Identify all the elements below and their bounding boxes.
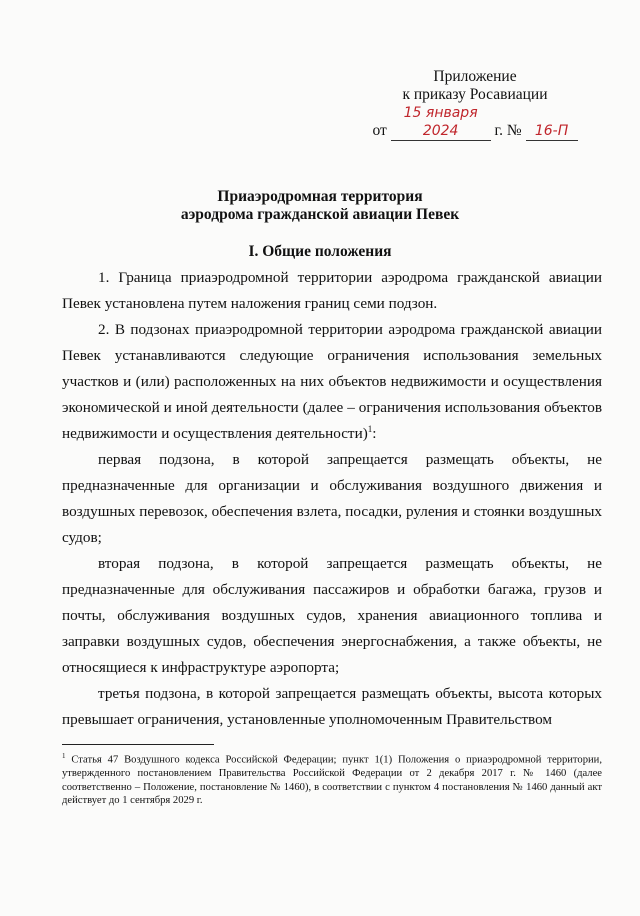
footnote-divider — [62, 744, 214, 745]
appendix-label: Приложение — [433, 68, 517, 85]
number-sign: № — [506, 122, 522, 139]
document-title — [0, 188, 640, 224]
appendix-order-ref: к приказу Росавиации — [402, 86, 548, 103]
footnote-text: Статья 47 Воздушного кодекса Российской Федерации; пункт 1(1) Положения о приаэродромной территории, утвержденного постановлением Правительства Российской Федерации от 2 декабря 2017 г. № 1460 (далее соответственно – Положение, постановление № 1460), в соответствии с пунктом 4 постановления № 1460 данный акт действует до 1 сентября 2029 г. — [62, 754, 602, 807]
handwritten-date-field — [391, 104, 491, 141]
footnote-ref: 1 — [367, 423, 373, 434]
paragraph-2-text: 2. В подзонах приаэродромной территории аэродрома гражданской авиации Певек устанавливаются следующие ограничения использования земельных участков и (или) расположенных на них объектов недвижимости и осуществления экономической и иной деятельности (далее – ограничения использования объектов недвижимости и осуществления деятельности) — [62, 321, 602, 442]
section-heading: I. Общие положения — [248, 243, 392, 260]
footnote-marker: 1 — [62, 752, 66, 760]
paragraph-1: 1. Граница приаэродромной территории аэродрома гражданской авиации Певек установлена путем наложения границ семи подзон. — [62, 269, 602, 312]
paragraph-first-subzone: первая подзона, в которой запрещается размещать объекты, не предназначенные для организации и обслуживания воздушного движения и воздушных перевозок, обеспечения взлета, посадки, руления и стоянки воздушных судов; — [62, 451, 602, 546]
title-line-2: аэродрома гражданской авиации Певек — [180, 206, 460, 223]
handwritten-date: 15 января 2024 — [403, 105, 478, 139]
paragraph-second-subzone: вторая подзона, в которой запрещается размещать объекты, не предназначенные для обслуживания пассажиров и обработки багажа, грузов и почты, обслуживания воздушных судов, хранения авиационного топлива и заправки воздушных судов, обеспечения энергоснабжения, а также объекты, не относящиеся к инфраструктуре аэропорта; — [62, 555, 602, 676]
appendix-header — [360, 68, 590, 141]
paragraph-third-subzone: третья подзона, в которой запрещается размещать объекты, высота которых превышает ограничения, установленные уполномоченным Правительством — [62, 685, 602, 728]
year-suffix: г. — [494, 122, 503, 139]
from-label: от — [372, 122, 387, 139]
appendix-date-line — [360, 104, 590, 141]
footnote — [62, 750, 602, 808]
handwritten-number: 16-П — [534, 123, 569, 139]
title-line-1: Приаэродромная территория — [217, 188, 423, 205]
paragraph-2 — [62, 317, 602, 447]
document-body — [62, 265, 602, 733]
paragraph-2-end: : — [372, 425, 377, 442]
handwritten-number-field — [526, 122, 578, 141]
